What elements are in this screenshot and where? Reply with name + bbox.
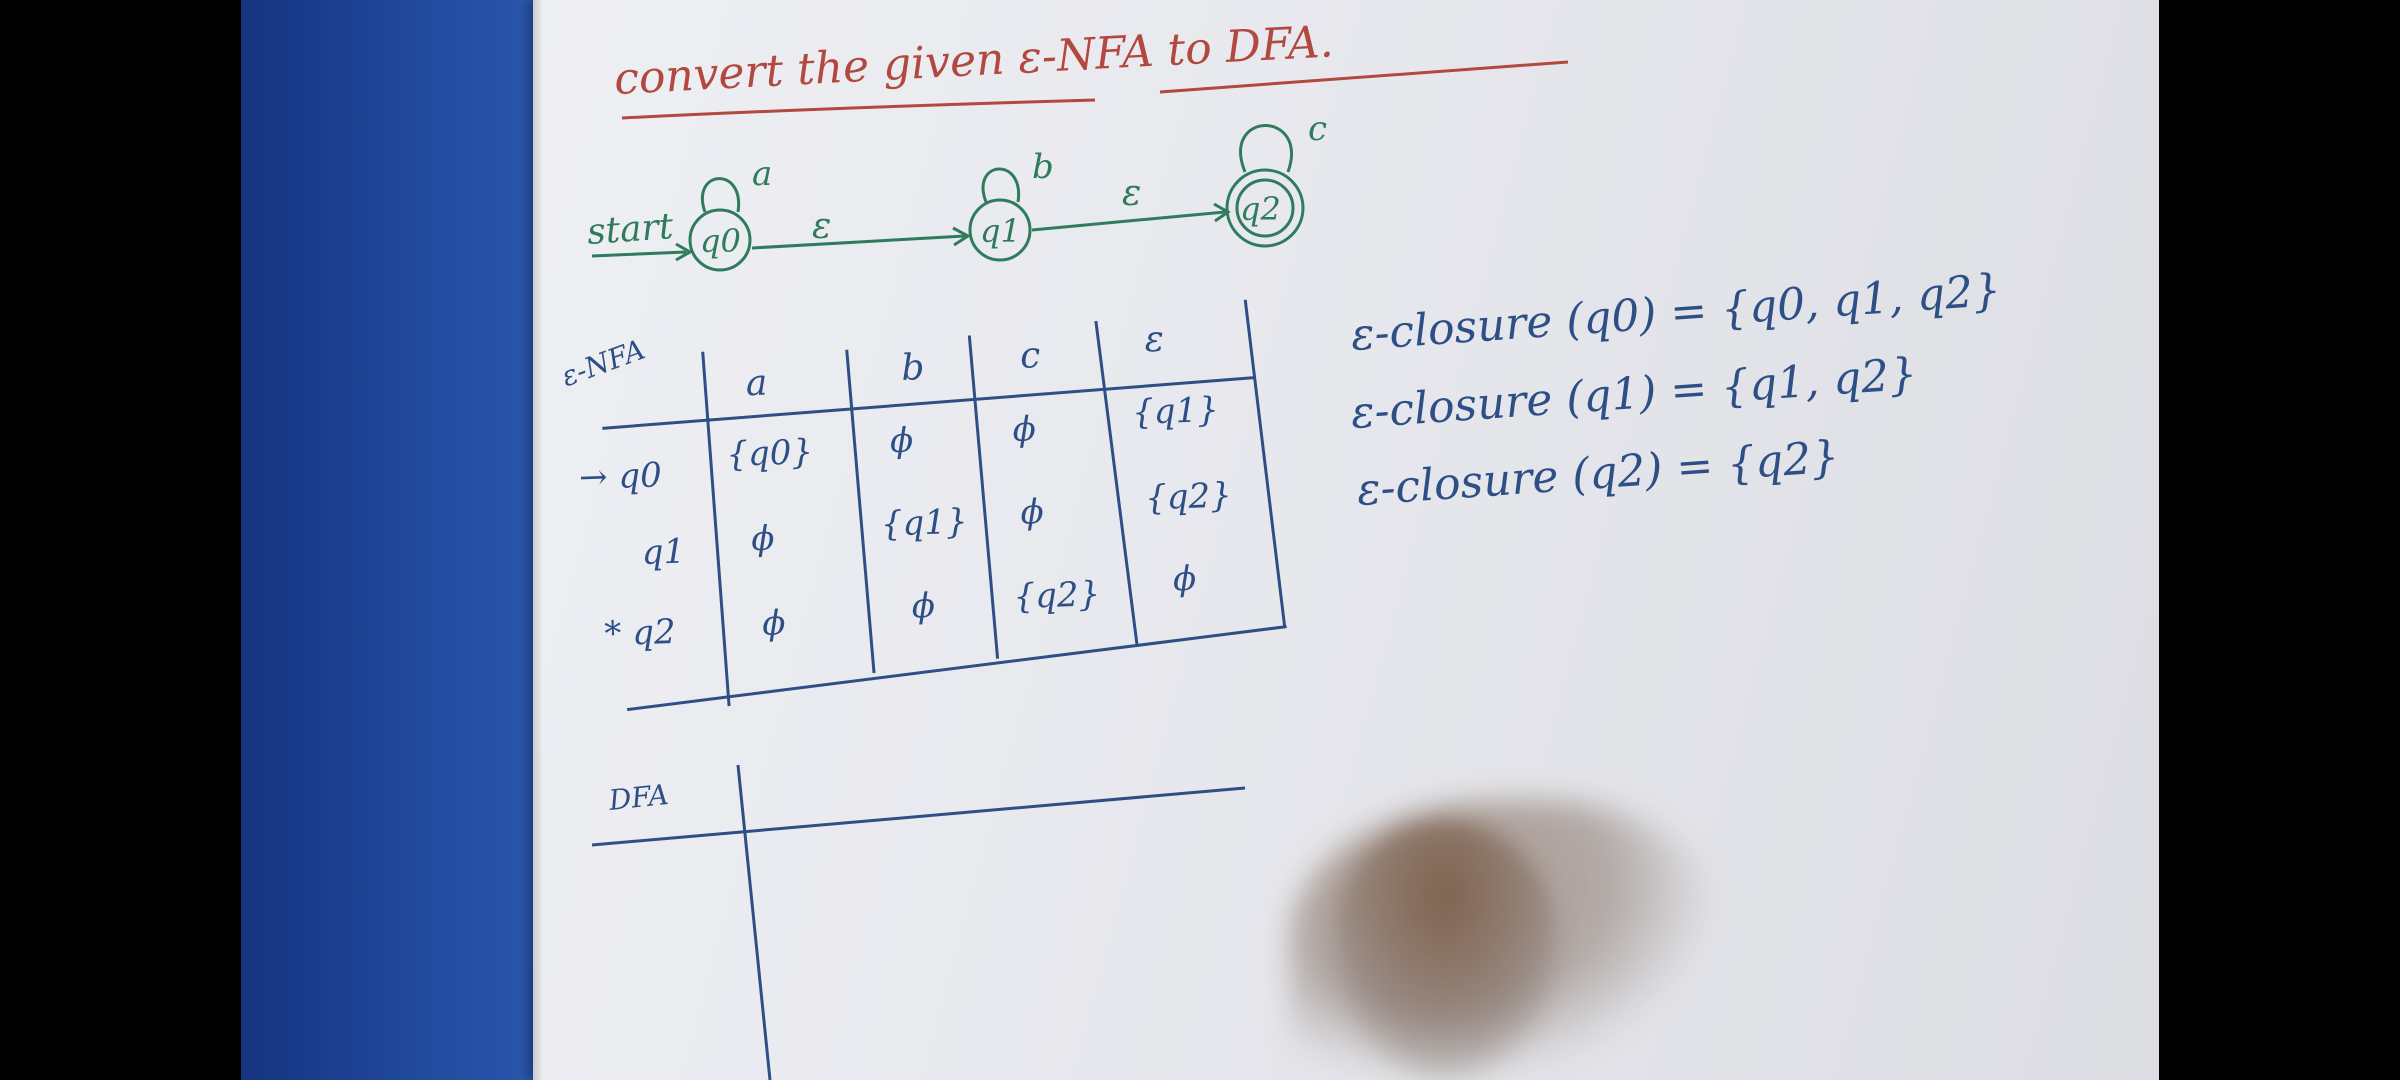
dfa-table-caption: DFA [607, 777, 671, 817]
enfa-row-state: q1 [640, 531, 686, 574]
loop-q1 [983, 169, 1019, 202]
enfa-col-line-1 [703, 351, 729, 706]
closure-line: ε-closure (q1) = {q1, q2} [1349, 348, 1919, 439]
state-q2-label: q2 [1240, 190, 1281, 228]
state-q0-label: q0 [700, 222, 741, 260]
enfa-cell: {q1} [1131, 389, 1220, 433]
loop-q0-label: a [752, 154, 773, 194]
enfa-cell: ϕ [1172, 558, 1197, 600]
enfa-cell: ϕ [1011, 409, 1037, 451]
closure-line: ε-closure (q0) = {q0, q1, q2} [1349, 264, 2003, 361]
enfa-cell: {q1} [880, 501, 969, 545]
enfa-row-state: * q2 [603, 611, 677, 655]
enfa-col-header-c: c [1019, 335, 1041, 377]
enfa-col-line-3 [969, 335, 997, 659]
loop-q0 [702, 179, 738, 212]
enfa-col-line-5 [1245, 299, 1284, 628]
dfa-header-line [592, 788, 1245, 845]
enfa-state-diagram [586, 109, 1327, 270]
title-text: convert the given ε-NFA to DFA. [612, 16, 1335, 105]
state-q1-label: q1 [980, 212, 1021, 250]
enfa-cell: ϕ [911, 585, 936, 627]
enfa-col-line-4 [1096, 320, 1137, 648]
enfa-col-header-b: b [900, 347, 926, 389]
enfa-cell: {q0} [725, 432, 814, 476]
epsilon-closures [1349, 265, 2002, 516]
enfa-col-header-a: a [745, 362, 769, 405]
start-label: start [585, 206, 675, 253]
enfa-table-caption: ε-NFA [556, 332, 650, 394]
dfa-col-line-1 [738, 765, 770, 1080]
closure-line: ε-closure (q2) = {q2} [1355, 431, 1841, 516]
edge-q0-q1-label: ε [812, 206, 832, 247]
enfa-cell: ϕ [1019, 492, 1045, 533]
enfa-col-header-epsilon: ε [1143, 318, 1165, 361]
title-underline-1 [622, 100, 1095, 118]
loop-q2-label: c [1308, 109, 1328, 149]
blurred-finger [1330, 820, 1560, 1080]
enfa-cell: ϕ [889, 420, 914, 462]
dfa-table [592, 765, 1245, 1080]
enfa-cell: ϕ [750, 518, 776, 560]
start-arrow [592, 252, 686, 256]
enfa-row-state: → q0 [578, 455, 663, 499]
edge-q1-q2 [1032, 212, 1225, 230]
loop-q1-label: b [1032, 147, 1054, 187]
enfa-cell: ϕ [761, 603, 787, 644]
loop-q2 [1241, 126, 1292, 173]
edge-q1-q2-label: ε [1122, 173, 1142, 214]
enfa-transition-table [556, 299, 1289, 712]
enfa-col-line-2 [847, 349, 874, 673]
enfa-cell: {q2} [1012, 574, 1101, 618]
edge-q0-q1 [752, 236, 965, 248]
enfa-cell: {q2} [1144, 475, 1233, 519]
